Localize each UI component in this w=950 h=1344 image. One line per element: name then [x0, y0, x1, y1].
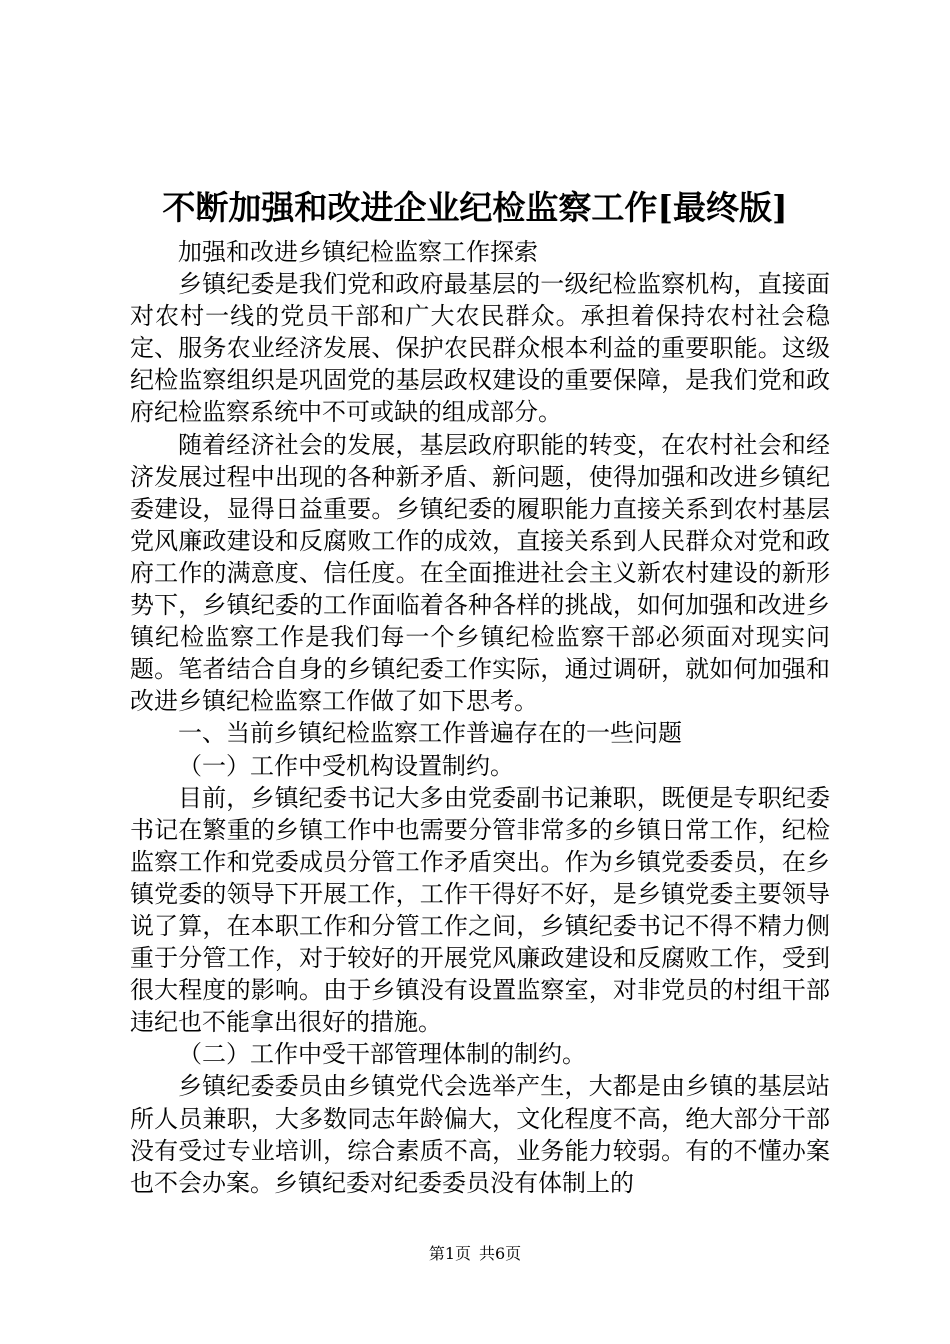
page-title: 不断加强和改进企业纪检监察工作[最终版] — [162, 188, 788, 227]
paragraph-intro: 乡镇纪委是我们党和政府最基层的一级纪检监察机构，直接面对农村一线的党员干部和广大农民群众。承担着保持农村社会稳定、服务农业经济发展、保护农民群众根本利益的重要职能。这级纪检监察组织是巩固党的基层政权建设的重要保障，是我们党和政府纪检监察系统中不可或缺的组成部分。 — [130, 270, 830, 427]
document-body — [130, 236, 830, 1199]
subsection-heading-1: （一）工作中受机构设置制约。 — [178, 751, 514, 780]
paragraph-subsection-2: 乡镇纪委委员由乡镇党代会选举产生，大都是由乡镇的基层站所人员兼职，大多数同志年龄偏大，文化程度不高，绝大部分干部没有受过专业培训，综合素质不高，业务能力较弱。有的不懂办案也不会办案。乡镇纪委对纪委委员没有体制上的 — [130, 1072, 830, 1197]
paragraph-subsection-1: 目前，乡镇纪委书记大多由党委副书记兼职，既便是专职纪委书记在繁重的乡镇工作中也需要分管非常多的乡镇日常工作，纪检监察工作和党委成员分管工作矛盾突出。作为乡镇党委委员，在乡镇党委的领导下开展工作，工作干得好不好，是乡镇党委主要领导说了算，在本职工作和分管工作之间，乡镇纪委书记不得不精力侧重于分管工作，对于较好的开展党风廉政建设和反腐败工作，受到很大程度的影响。由于乡镇没有设置监察室，对非党员的村组干部违纪也不能拿出很好的措施。 — [130, 783, 830, 1037]
section-heading-1: 一、当前乡镇纪检监察工作普遍存在的一些问题 — [178, 719, 682, 748]
subsection-heading-2: （二）工作中受干部管理体制的制约。 — [178, 1040, 586, 1069]
paragraph-subtitle: 加强和改进乡镇纪检监察工作探索 — [178, 238, 538, 266]
page-number: 第1页 — [428, 1244, 471, 1263]
paragraph-background: 随着经济社会的发展，基层政府职能的转变，在农村社会和经济发展过程中出现的各种新矛盾、新问题，使得加强和改进乡镇纪委建设，显得日益重要。乡镇纪委的履职能力直接关系到农村基层党风廉政建设和反腐败工作的成效，直接关系到人民群众对党和政府工作的满意度、信任度。在全面推进社会主义新农村建设的新形势下，乡镇纪委的工作面临着各种各样的挑战，如何加强和改进乡镇纪检监察工作是我们每一个乡镇纪检监察干部必须面对现实问题。笔者结合自身的乡镇纪委工作实际，通过调研，就如何加强和改进乡镇纪检监察工作做了如下思考。 — [130, 430, 830, 716]
page-footer — [0, 1242, 950, 1266]
page-total: 共6页 — [479, 1244, 522, 1263]
